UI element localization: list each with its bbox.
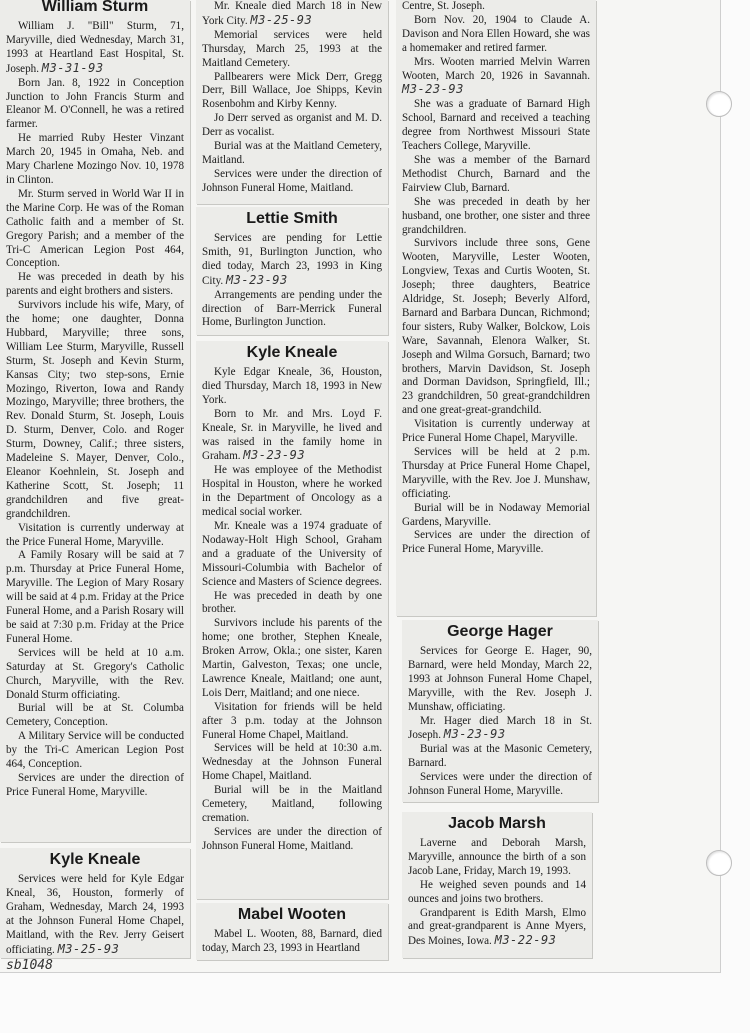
paragraph: Arrangements are pending under the direction of Barr-Merrick Funeral Home, Burlington Junction. [202, 288, 382, 329]
obituary-heading: Mabel Wooten [237, 906, 347, 923]
punch-hole-bottom [706, 850, 732, 876]
paragraph: She was a graduate of Barnard High School, Barnard and received a teaching degree from Northwest Missouri State Teachers College, Maryville. [402, 98, 590, 153]
paragraph: He weighed seven pounds and 14 ounces and joins two brothers. [408, 878, 586, 905]
paragraph: A Military Service will be conducted by the Tri-C American Legion Post 464, Conception. [6, 730, 184, 771]
paragraph: Services are pending for Lettie Smith, 91, Burlington Junction, who died today, March 23, 1993 in King City. M3-23-93 [202, 232, 382, 287]
clipping-kyle-kneale [196, 341, 388, 899]
paragraph: Burial will be in Nodaway Memorial Gardens, Maryville. [402, 501, 590, 528]
paragraph: She was a member of the Barnard Methodist Church, Barnard and the Fairview Club, Barnard. [402, 153, 590, 194]
paragraph: Grandparent is Edith Marsh, Elmo and great-grandparent is Anne Myers, Des Moines, Iowa. M3-22-93 [408, 906, 586, 948]
handwritten-date: M3-23-93 [402, 82, 464, 97]
paragraph: Burial was at the Masonic Cemetery, Barnard. [408, 743, 592, 770]
clipping-william-sturm [0, 0, 190, 842]
paragraph: Born Nov. 20, 1904 to Claude A. Davison and Nora Ellen Howard, she was a homemaker and retired farmer. [402, 13, 590, 54]
obituary-heading: Kyle Kneale [49, 851, 141, 868]
handwritten-date: M3-23-93 [243, 448, 306, 463]
paragraph: Burial will be at St. Columba Cemetery, Conception. [6, 702, 184, 729]
punch-hole-top [706, 91, 732, 117]
paragraph: Kyle Edgar Kneale, 36, Houston, died Thursday, March 18, 1993 in New York. [202, 366, 382, 406]
paragraph: Mabel L. Wooten, 88, Barnard, died today, March 23, 1993 in Heartland [202, 928, 382, 954]
obituary-heading: William Sturm [41, 0, 149, 15]
handwritten-page-code: sb1048 [6, 958, 53, 973]
clipping-mabel-wooten-continued [396, 0, 596, 616]
paragraph: He was preceded in death by one brother. [202, 589, 382, 616]
handwritten-date: M3-23-93 [225, 272, 288, 287]
obituary-heading: Jacob Marsh [448, 815, 546, 832]
paragraph: Services are under the direction of Johnson Funeral Home, Maitland. [202, 825, 382, 852]
clipping-jacob-marsh [402, 812, 592, 958]
paragraph: Services were under the direction of Johnson Funeral Home, Maryville. [408, 771, 592, 798]
paragraph: Services for George E. Hager, 90, Barnard, were held Monday, March 22, 1993 at Johnson Funeral Home Chapel, Maryville, with the Rev. Joseph J. Munshaw, officiating. [408, 645, 592, 713]
paragraph: William J. "Bill" Sturm, 71, Maryville, died Wednesday, March 31, 1993 at Heartland East Hospital, St. Joseph. M3-31-93 [6, 20, 184, 75]
paragraph: Laverne and Deborah Marsh, Maryville, announce the birth of a son Jacob Lane, Friday, March 19, 1993. [408, 837, 586, 877]
handwritten-date: M3-22-93 [494, 933, 557, 948]
paragraph: Jo Derr served as organist and M. D. Derr as vocalist. [202, 112, 382, 139]
paragraph: Survivors include his wife, Mary, of the home; one daughter, Donna Hubbard, Maryville; three sons, William Lee Sturm, Maryville, Russell Sturm, St. Joseph and Kevin Sturm, Kansas City; two step-sons, Ernie Mozingo, Riverton, Iowa and Randy Mozingo, Maryville; three brothers, the Rev. Donald Sturm, St. Joseph, Louis D. Sturm, Denver, Colo. and Roger Sturm, Downey, Calif.; three sisters, Madeleine S. Mayer, Denver, Colo., Eleanor Koehnlein, St. Joseph and Katherine Scott, St. Joseph; 11 grandchildren and five great-grandchildren. [6, 299, 184, 520]
paragraph: Visitation for friends will be held after 3 p.m. today at the Johnson Funeral Home Chapel, Maitland. [202, 700, 382, 741]
paragraph: Born to Mr. and Mrs. Loyd F. Kneale, Sr. in Maryville, he lived and was raised in the family home in Graham. M3-23-93 [202, 407, 382, 463]
paragraph: Services will be held at 2 p.m. Thursday at Price Funeral Home Chapel, Maryville, with the Rev. Joe J. Munshaw, officiating. [402, 446, 590, 500]
paragraph: Services will be held at 10:30 a.m. Wednesday at the Johnson Funeral Home Chapel, Maitland. [202, 742, 382, 783]
handwritten-date: M3-25-93 [250, 12, 313, 27]
paragraph: Centre, St. Joseph. [402, 0, 485, 12]
paragraph: Pallbearers were Mick Derr, Gregg Derr, Bill Wallace, Joe Shipps, Kevin Rosenbohm and Kirby Kenny. [202, 70, 382, 111]
paragraph: Visitation is currently underway at Price Funeral Home Chapel, Maryville. [402, 418, 590, 445]
paragraph: A Family Rosary will be said at 7 p.m. Thursday at Price Funeral Home, Maryville. The Legion of Mary Rosary will be said at 4 p.m. Friday at the Price Funeral Home, and a Parish Rosary will be said at 7:30 p.m. Friday at the Price Funeral Home. [6, 549, 184, 645]
paragraph: Survivors include his parents of the home; one brother, Stephen Kneale, Broken Arrow, Okla.; one sister, Karen Martin, Galveston, Texas; one uncle, Lawrence Kneale, Maitland; one aunt, Lois Derr, Maitland; and one niece. [202, 617, 382, 699]
paragraph: He was employee of the Methodist Hospital in Houston, where he worked in the Department of Oncology as a medical social worker. [202, 464, 382, 519]
paragraph: Services are under the direction of Price Funeral Home, Maryville. [402, 529, 590, 556]
paragraph: He married Ruby Hester Vinzant March 20, 1945 in Omaha, Neb. and Mary Charlene Mozingo Nov. 10, 1978 in Clinton. [6, 132, 184, 186]
clipping-george-hager [402, 620, 598, 802]
paragraph: Services were under the direction of Johnson Funeral Home, Maitland. [202, 167, 382, 194]
paragraph: Services are under the direction of Price Funeral Home, Maryville. [6, 771, 184, 798]
paragraph: Services were held for Kyle Edgar Kneal, 36, Houston, formerly of Graham, Wednesday, March 24, 1993 at the Johnson Funeral Home Chapel, Maitland, with the Rev. Jerry Geisert officiating. M3-25-93 [6, 873, 184, 956]
clipping-kyle-kneale-continued [196, 0, 388, 204]
paragraph: He was preceded in death by his parents and eight brothers and sisters. [6, 271, 184, 298]
paragraph: Burial will be in the Maitland Cemetery, Maitland, following cremation. [202, 784, 382, 824]
clipping-mabel-wooten-start [196, 903, 388, 960]
paragraph: She was preceded in death by her husband, one brother, one sister and three grandchildren. [402, 195, 590, 236]
handwritten-date: M3-23-93 [443, 727, 506, 742]
paragraph: Survivors include three sons, Gene Wooten, Maryville, Lester Wooten, Longview, Texas and Curtis Wooten, St. Joseph; three daughters, Beatrice Aldridge, St. Joseph; Beverly Alford, Barnard and Barbara Duncan, Richmond; four sisters, Ruby Walker, Bolckow, Lois Ware, Savannah, Elenora Walker, St. Joseph and Wilma Gorsuch, Barnard; two brothers, Marvin Davidson, St. Joseph and Dorman Davidson, Springfield, Ill.; 23 grandchildren, 50 great-grandchildren and one great-great-grandchild. [402, 237, 590, 417]
paragraph: Services will be held at 10 a.m. Saturday at St. Gregory's Catholic Church, Maryville, with the Rev. Donald Sturm officiating. [6, 646, 184, 701]
paragraph: Mrs. Wooten married Melvin Warren Wooten, March 20, 1926 in Savannah. M3-23-93 [402, 55, 590, 97]
paragraph: Mr. Sturm served in World War II in the Marine Corp. He was of the Roman Catholic faith and a member of St. Gregory Parish; and a member of the Tri-C American Legion Post 464, Conception. [6, 187, 184, 270]
paragraph: Visitation is currently underway at the Price Funeral Home, Maryville. [6, 521, 184, 548]
paragraph: Born Jan. 8, 1922 in Conception Junction to John Francis Sturm and Eleanor M. O'Connell, he was a retired farmer. [6, 76, 184, 131]
paragraph: Mr. Kneale died March 18 in New York City. M3-25-93 [202, 0, 382, 27]
paragraph: Mr. Kneale was a 1974 graduate of Nodaway-Holt High School, Graham and a graduate of the University of Missouri-Columbia with Bachelor of Science and Masters of Science degrees. [202, 519, 382, 588]
handwritten-date: M3-31-93 [41, 60, 104, 75]
obituary-heading: George Hager [447, 623, 553, 640]
paragraph: Mr. Hager died March 18 in St. Joseph. M3-23-93 [408, 714, 592, 742]
clipping-lettie-smith [196, 207, 388, 335]
handwritten-date: M3-25-93 [57, 941, 120, 956]
clipping-kyle-kneale-services [0, 848, 190, 958]
obituary-heading: Lettie Smith [246, 210, 338, 227]
paragraph: Memorial services were held Thursday, March 25, 1993 at the Maitland Cemetery. [202, 28, 382, 69]
paragraph: Burial was at the Maitland Cemetery, Maitland. [202, 140, 382, 166]
obituary-heading: Kyle Kneale [246, 344, 338, 361]
